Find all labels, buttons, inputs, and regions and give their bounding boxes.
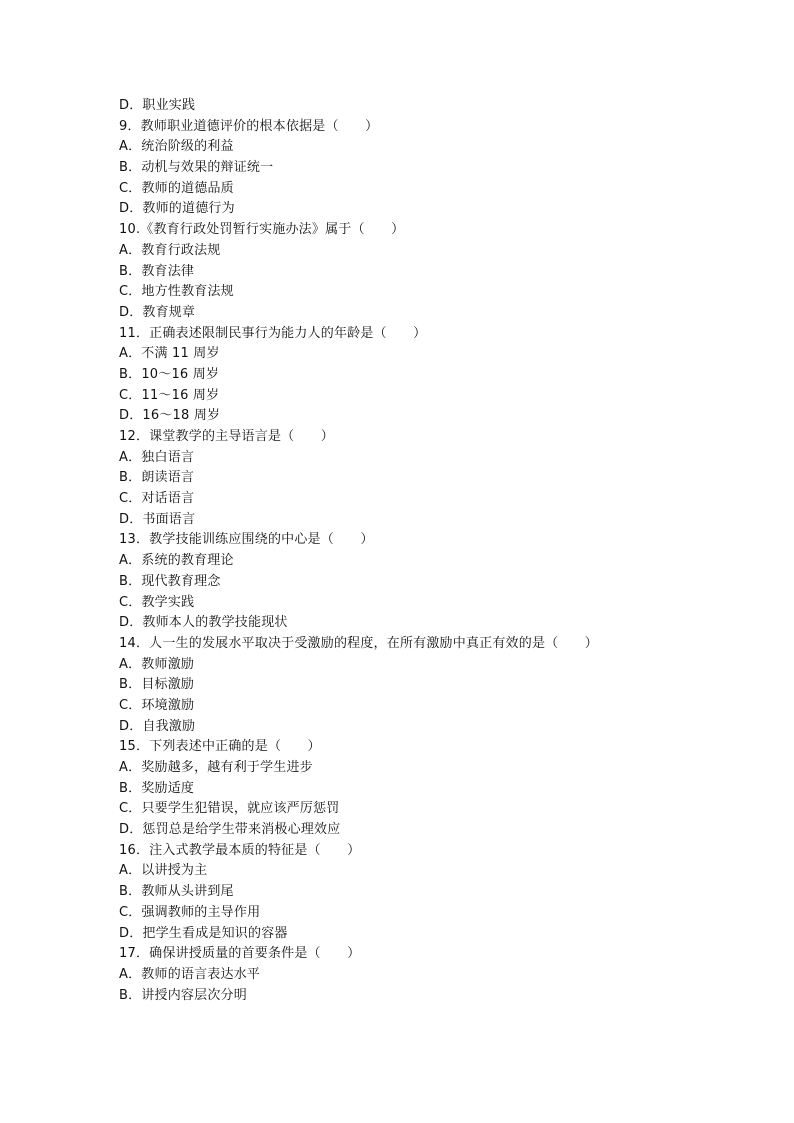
option-line: D．教师的道德行为 (119, 201, 235, 217)
option-line: B．10～16 周岁 (119, 366, 220, 382)
option-line: A．教师的语言表达水平 (119, 966, 261, 982)
question-line: 12．课堂教学的主导语言是（ ） (119, 429, 334, 444)
question-line: 11．正确表述限制民事行为能力人的年龄是（ ） (119, 325, 427, 341)
question-line: 14．人一生的发展水平取决于受激励的程度，在所有激励中真正有效的是（ ） (119, 635, 598, 651)
question-line: 9．教师职业道德评价的根本依据是（ ） (119, 118, 379, 134)
option-line: B．奖励适度 (119, 780, 195, 796)
option-line: B．目标激励 (119, 677, 195, 693)
option-line: C．教学实践 (119, 594, 195, 610)
option-line: B．教师从头讲到尾 (119, 884, 234, 900)
option-line: A．统治阶级的利益 (119, 139, 234, 155)
option-line: A．教师激励 (119, 656, 195, 672)
option-line: A．系统的教育理论 (119, 553, 234, 569)
question-line: 13．教学技能训练应围绕的中心是（ ） (119, 532, 374, 548)
question-line: 17．确保讲授质量的首要条件是（ ） (119, 946, 361, 962)
option-line: D．教师本人的教学技能现状 (119, 615, 288, 631)
option-line: C．环境激励 (119, 697, 195, 713)
option-line: D．自我激励 (119, 718, 196, 734)
option-line: B．动机与效果的辩证统一 (119, 160, 274, 176)
option-line: D．把学生看成是知识的容器 (119, 925, 288, 941)
option-line: A．奖励越多，越有利于学生进步 (119, 760, 313, 775)
option-line: A．独白语言 (119, 449, 195, 465)
option-line: D．教育规章 (119, 304, 196, 320)
document-page (119, 96, 739, 1006)
question-line: 16．注入式教学最本质的特征是（ ） (119, 842, 361, 858)
option-line: C．11～16 周岁 (119, 387, 220, 403)
option-line: D．惩罚总是给学生带来消极心理效应 (119, 822, 341, 838)
question-line: 15．下列表述中正确的是（ ） (119, 739, 321, 755)
option-line: C．教师的道德品质 (119, 180, 234, 196)
option-line: C．强调教师的主导作用 (119, 904, 261, 920)
option-line: A．教育行政法规 (119, 242, 221, 258)
option-line: D．职业实践 (119, 98, 196, 113)
option-line: B．教育法律 (119, 263, 195, 279)
option-line: C．只要学生犯错误，就应该严厉惩罚 (119, 801, 340, 817)
option-line: A．不满 11 周岁 (119, 346, 220, 362)
option-line: B．讲授内容层次分明 (119, 987, 247, 1003)
option-line: B．现代教育理念 (119, 573, 221, 589)
option-line: C．对话语言 (119, 491, 195, 507)
option-line: D．16～18 周岁 (119, 408, 221, 424)
option-line: A．以讲授为主 (119, 863, 208, 879)
question-line: 10.《教育行政处罚暂行实施办法》属于（ ） (119, 222, 405, 238)
option-line: C．地方性教育法规 (119, 284, 234, 300)
option-line: D．书面语言 (119, 511, 196, 527)
option-line: B．朗读语言 (119, 470, 195, 486)
